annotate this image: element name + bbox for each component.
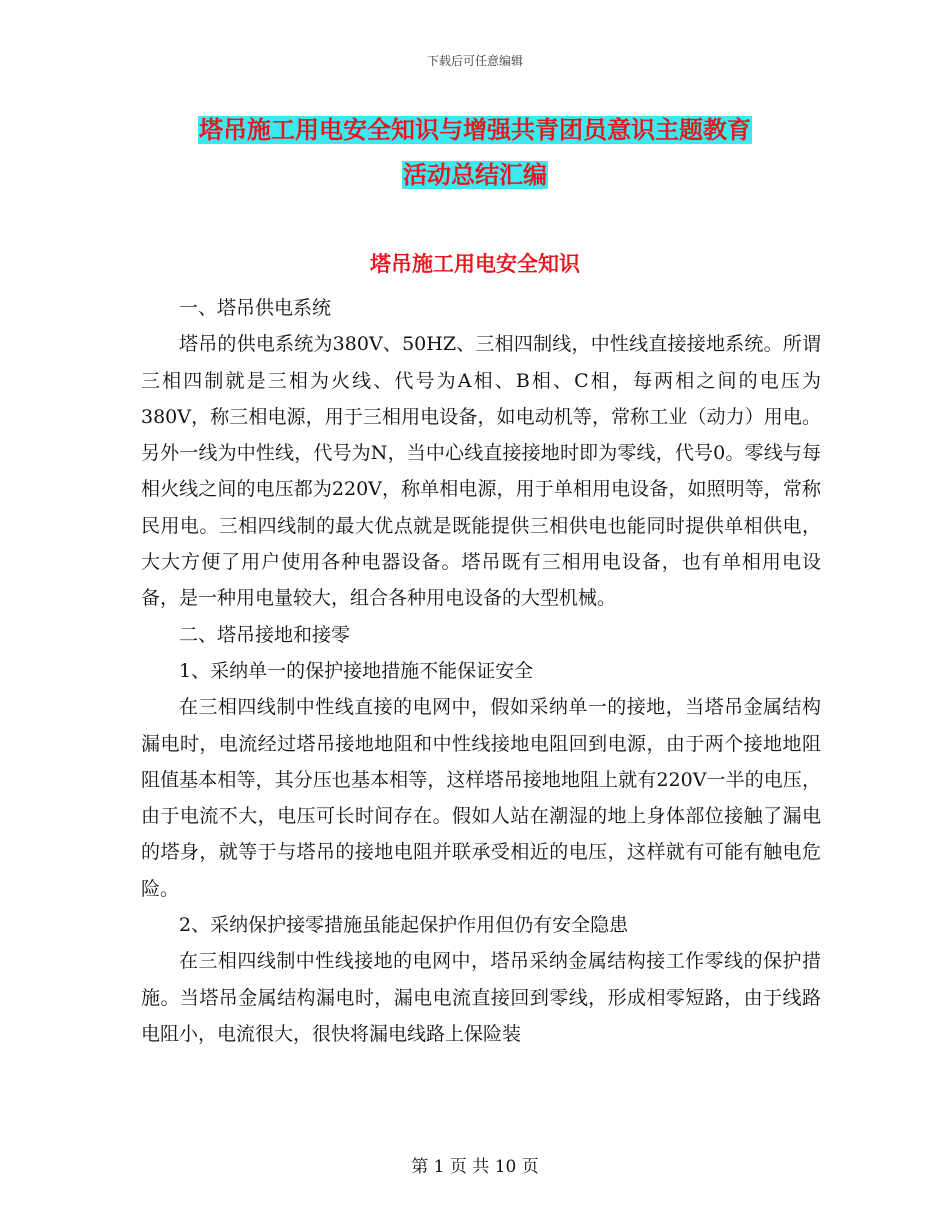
body-text — [141, 290, 821, 1052]
document-title-line-1 — [140, 113, 810, 147]
page-footer: 第 1 页 共 10 页 — [411, 1157, 539, 1177]
subheading-grounding-1: 1、采纳单一的保护接地措施不能保证安全 — [179, 659, 534, 682]
document-title-line-2 — [140, 158, 810, 192]
paragraph-power-supply: 塔吊的供电系统为380V、50HZ、三相四制线，中性线直接接地系统。所谓三相四制就是三相为火线、代号为A相、B相、C相，每两相之间的电压为380V，称三相电源，用于三相用电设备，如电动机等，常称工业（动力）用电。另外一线为中性线，代号为N，当中心线直接接地时即为零线，代号0。零线与每相火线之间的电压都为220V，称单相电源，用于单相用电设备，如照明等，常称民用电。三相四线制的最大优点就是既能提供三相供电也能同时提供单相供电，大大方便了用户使用各种电器设备。塔吊既有三相用电设备，也有单相用电设备，是一种用电量较大，组合各种用电设备的大型机械。 — [141, 333, 821, 610]
document-title-text-2: 活动总结汇编 — [403, 161, 547, 189]
header-note: 下载后可任意编辑 — [426, 54, 523, 68]
document-title-text-1: 塔吊施工用电安全知识与增强共青团员意识主题教育 — [199, 116, 751, 144]
paragraph-grounding-2: 在三相四线制中性线接地的电网中，塔吊采纳金属结构接工作零线的保护措施。当塔吊金属结构漏电时，漏电电流直接回到零线，形成相零短路，由于线路电阻小，电流很大，很快将漏电线路上保险装 — [141, 950, 821, 1045]
heading-power-supply: 一、塔吊供电系统 — [179, 297, 332, 319]
subheading-grounding-2: 2、采纳保护接零措施虽能起保护作用但仍有安全隐患 — [179, 914, 629, 937]
paragraph-grounding-1: 在三相四线制中性线直接的电网中，假如采纳单一的接地，当塔吊金属结构漏电时，电流经过塔吊接地地阻和中性线接地电阻回到电源，由于两个接地地阻阻值基本相等，其分压也基本相等，这样塔吊接地地阻上就有220V一半的电压，由于电流不大，电压可长时间存在。假如人站在潮湿的地上身体部位接触了漏电的塔身，就等于与塔吊的接地电阻并联承受相近的电压，这样就有可能有触电危险。 — [141, 696, 821, 900]
heading-grounding: 二、塔吊接地和接零 — [179, 623, 351, 646]
section-title: 塔吊施工用电安全知识 — [370, 252, 580, 276]
